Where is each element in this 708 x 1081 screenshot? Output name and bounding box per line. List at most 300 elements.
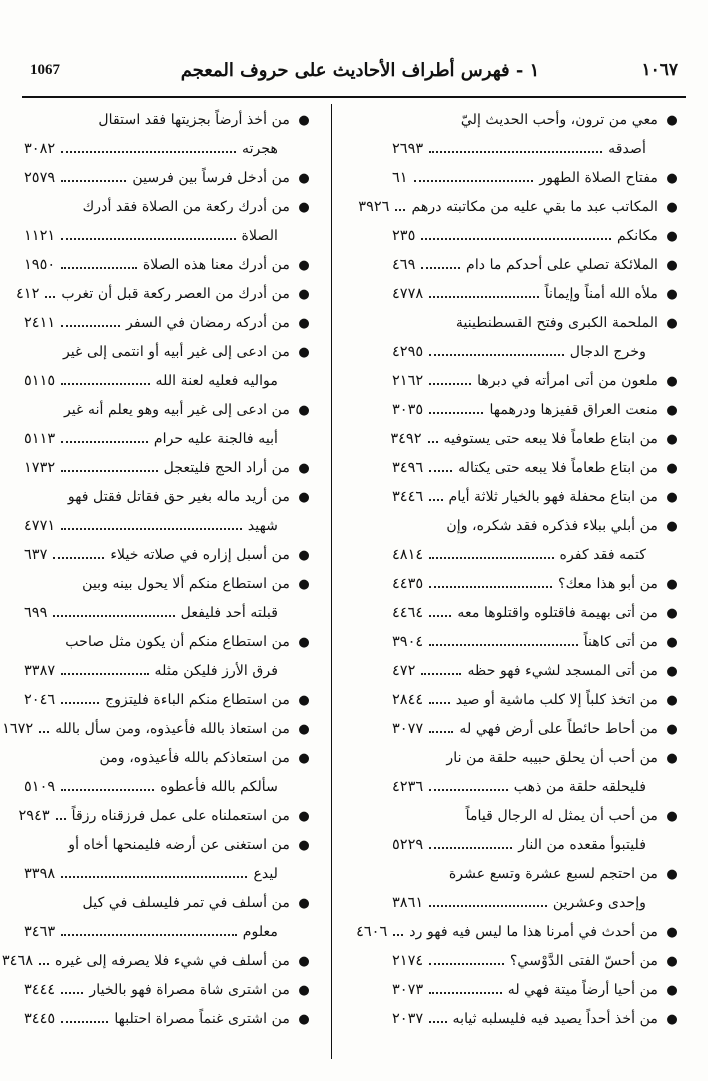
bullet-icon: ● bbox=[666, 229, 678, 244]
entry-line bbox=[386, 889, 686, 918]
entry-line bbox=[18, 599, 318, 628]
index-entry bbox=[18, 744, 318, 802]
index-entry bbox=[386, 396, 686, 425]
bullet-icon: ● bbox=[298, 287, 310, 302]
hadith-number: ٣٨٦١ bbox=[392, 895, 424, 911]
index-entry bbox=[386, 106, 686, 164]
bullet-icon: ● bbox=[666, 432, 678, 447]
entry-line bbox=[18, 570, 318, 599]
index-entry bbox=[386, 657, 686, 686]
hadith-number: ٤٧٧١ bbox=[24, 518, 56, 534]
hadith-text: وخرج الدجال bbox=[569, 344, 646, 360]
hadith-number: ٤٤٦٤ bbox=[392, 605, 424, 621]
entry-line bbox=[18, 396, 318, 425]
hadith-text: أبيه فالجنة عليه حرام bbox=[153, 431, 278, 447]
hadith-text: الصلاة bbox=[241, 228, 278, 244]
hadith-text: من احتجم لسبع عشرة وتسع عشرة bbox=[448, 866, 658, 882]
index-entry bbox=[386, 425, 686, 454]
bullet-icon: ● bbox=[298, 461, 310, 476]
entry-line bbox=[386, 599, 686, 628]
leader-dots bbox=[61, 151, 236, 153]
leader-dots bbox=[53, 557, 104, 559]
bullet-icon: ● bbox=[666, 606, 678, 621]
hadith-number: ٣٤٩٢ bbox=[390, 431, 422, 447]
hadith-text: من أحدث في أمرنا هذا ما ليس فيه فهو رد bbox=[409, 924, 658, 940]
bullet-icon: ● bbox=[666, 403, 678, 418]
bullet-icon: ● bbox=[666, 954, 678, 969]
hadith-number: ٥١١٥ bbox=[24, 373, 56, 389]
hadith-text: من أخذ أحداً يصيد فيه فليسلبه ثيابه bbox=[452, 1011, 658, 1027]
hadith-text: من أدرك ركعة من الصلاة فقد أدرك bbox=[82, 199, 290, 215]
hadith-text: من أريد ماله بغير حق فقاتل فقتل فهو bbox=[67, 489, 290, 505]
entry-line bbox=[18, 106, 318, 135]
hadith-number: ٣٤٤٤ bbox=[24, 982, 56, 998]
hadith-text: من أتى كاهناً bbox=[583, 634, 658, 650]
index-entry bbox=[356, 918, 686, 947]
index-entry bbox=[1, 947, 318, 976]
entry-line bbox=[18, 744, 318, 773]
index-entry bbox=[386, 715, 686, 744]
hadith-text: من استعاذ بالله فأعيذوه، ومن سأل بالله bbox=[55, 721, 290, 737]
hadith-number: ٤٨١٤ bbox=[392, 547, 424, 563]
bullet-icon: ● bbox=[298, 809, 310, 824]
entry-line bbox=[386, 483, 686, 512]
hadith-number: ٣٣٨٧ bbox=[24, 663, 56, 679]
hadith-text: من ادعى إلى غير أبيه وهو يعلم أنه غير bbox=[63, 402, 290, 418]
bullet-icon: ● bbox=[298, 635, 310, 650]
leader-dots bbox=[429, 557, 553, 559]
hadith-number: ٢٠٤٦ bbox=[24, 692, 56, 708]
bullet-icon: ● bbox=[298, 548, 310, 563]
hadith-text: من أراد الحج فليتعجل bbox=[163, 460, 290, 476]
index-entry bbox=[18, 570, 318, 628]
hadith-text: من أسلف في تمر فليسلف في كيل bbox=[82, 895, 290, 911]
index-entry bbox=[386, 309, 686, 367]
leader-dots bbox=[428, 441, 438, 443]
index-entry bbox=[386, 686, 686, 715]
hadith-text: من أدركه رمضان في السفر bbox=[126, 315, 290, 331]
bullet-icon: ● bbox=[666, 693, 678, 708]
entry-line bbox=[18, 628, 318, 657]
leader-dots bbox=[53, 615, 174, 617]
index-entry bbox=[386, 1005, 686, 1034]
hadith-number: ٦١ bbox=[392, 170, 408, 186]
entry-line bbox=[386, 454, 686, 483]
leader-dots bbox=[61, 528, 242, 530]
hadith-text: من استطاع منكم أن يكون مثل صاحب bbox=[65, 634, 290, 650]
hadith-text: من استطاع منكم ألا يحول بينه وبين bbox=[82, 576, 290, 592]
hadith-number: ٣٩٠٤ bbox=[392, 634, 424, 650]
bullet-icon: ● bbox=[666, 490, 678, 505]
index-entry bbox=[386, 367, 686, 396]
hadith-text: من استغنى عن أرضه فليمنحها أخاه أو bbox=[68, 837, 290, 853]
entry-line bbox=[18, 222, 318, 251]
hadith-text: سألكم بالله فأعطوه bbox=[160, 779, 278, 795]
entry-line bbox=[18, 773, 318, 802]
index-entry bbox=[18, 454, 318, 483]
entry-line bbox=[386, 1005, 686, 1034]
hadith-number: ١١٢١ bbox=[24, 228, 56, 244]
bullet-icon: ● bbox=[666, 925, 678, 940]
entry-line bbox=[386, 106, 686, 135]
entry-line bbox=[386, 802, 686, 831]
hadith-number: ٥١٠٩ bbox=[24, 779, 56, 795]
leader-dots bbox=[61, 238, 235, 240]
leader-dots bbox=[429, 644, 578, 646]
index-entry bbox=[18, 251, 318, 280]
index-entry bbox=[18, 106, 318, 164]
index-entry bbox=[386, 947, 686, 976]
bullet-icon: ● bbox=[298, 1012, 310, 1027]
hadith-number: ٣٤٦٣ bbox=[24, 924, 56, 940]
leader-dots bbox=[429, 731, 453, 733]
index-entry bbox=[386, 802, 686, 860]
hadith-number: ٢٦٩٣ bbox=[392, 141, 424, 157]
leader-dots bbox=[429, 992, 502, 994]
leader-dots bbox=[421, 673, 461, 675]
hadith-text: كتمه فقد كفره bbox=[559, 547, 646, 563]
hadith-number: ٣٤٤٦ bbox=[392, 489, 424, 505]
leader-dots bbox=[395, 209, 405, 211]
hadith-number: ٤٧٧٨ bbox=[392, 286, 424, 302]
entry-line bbox=[386, 135, 686, 164]
hadith-text: فليتبوأ مقعده من النار bbox=[518, 837, 646, 853]
bullet-icon: ● bbox=[666, 374, 678, 389]
bullet-icon: ● bbox=[298, 316, 310, 331]
leader-dots bbox=[393, 934, 403, 936]
page-number-arabic: ١٠٦٧ bbox=[641, 60, 678, 80]
entry-line bbox=[386, 425, 686, 454]
index-entry bbox=[386, 251, 686, 280]
hadith-number: ٢٩٤٣ bbox=[18, 808, 50, 824]
entry-line bbox=[386, 280, 686, 309]
entry-line bbox=[386, 831, 686, 860]
hadith-text: من أتى المسجد لشيء فهو حظه bbox=[467, 663, 658, 679]
hadith-text: قبلته أحد فليفعل bbox=[180, 605, 278, 621]
hadith-text: الملائكة تصلي على أحدكم ما دام bbox=[466, 257, 658, 273]
hadith-number: ٣٠٧٧ bbox=[392, 721, 424, 737]
hadith-text: من أحب أن يحلق حبيبه حلقة من نار bbox=[446, 750, 658, 766]
hadith-text: من ابتاع طعاماً فلا يبعه حتى يستوفيه bbox=[443, 431, 658, 447]
leader-dots bbox=[429, 499, 442, 501]
leader-dots bbox=[429, 151, 602, 153]
hadith-number: ٢١٦٢ bbox=[392, 373, 424, 389]
hadith-number: ٦٩٩ bbox=[24, 605, 48, 621]
index-entry bbox=[386, 744, 686, 802]
bullet-icon: ● bbox=[666, 171, 678, 186]
hadith-text: هجرته bbox=[241, 141, 278, 157]
hadith-text: أصدقه bbox=[608, 141, 646, 157]
leader-dots bbox=[61, 673, 148, 675]
hadith-number: ٣٠٧٣ bbox=[392, 982, 424, 998]
index-entry bbox=[386, 280, 686, 309]
index-entry bbox=[18, 396, 318, 454]
bullet-icon: ● bbox=[298, 258, 310, 273]
hadith-number: ٣٠٣٥ bbox=[392, 402, 424, 418]
hadith-number: ٢٠٣٧ bbox=[392, 1011, 424, 1027]
entry-line bbox=[386, 338, 686, 367]
hadith-number: ١٧٣٢ bbox=[24, 460, 56, 476]
index-entry bbox=[18, 889, 318, 947]
bullet-icon: ● bbox=[666, 635, 678, 650]
index-entry bbox=[18, 338, 318, 396]
hadith-text: معلوم bbox=[242, 924, 278, 940]
bullet-icon: ● bbox=[298, 838, 310, 853]
bullet-icon: ● bbox=[298, 896, 310, 911]
leader-dots bbox=[61, 325, 120, 327]
leader-dots bbox=[429, 383, 471, 385]
entry-line bbox=[386, 715, 686, 744]
index-entry bbox=[386, 570, 686, 599]
hadith-text: من اتخذ كلباً إلا كلب ماشية أو صيد bbox=[455, 692, 658, 708]
hadith-number: ٢١٧٤ bbox=[392, 953, 424, 969]
hadith-text: من أخذ أرضاً بجزيتها فقد استقال bbox=[98, 112, 290, 128]
hadith-number: ٢٤١١ bbox=[24, 315, 56, 331]
bullet-icon: ● bbox=[666, 867, 678, 882]
entry-line bbox=[18, 918, 318, 947]
index-entry bbox=[386, 454, 686, 483]
leader-dots bbox=[429, 586, 552, 588]
hadith-text: وإحدى وعشرين bbox=[552, 895, 646, 911]
bullet-icon: ● bbox=[666, 983, 678, 998]
hadith-text: فرق الأرز فليكن مثله bbox=[154, 663, 278, 679]
index-entry bbox=[386, 860, 686, 918]
entry-line bbox=[356, 918, 686, 947]
hadith-text: من أدرك من العصر ركعة قبل أن تغرب bbox=[61, 286, 290, 302]
running-title: ١ - فهرس أطراف الأحاديث على حروف المعجم bbox=[180, 60, 540, 81]
hadith-text: من أدرك معنا هذه الصلاة bbox=[142, 257, 290, 273]
hadith-text: من أحب أن يمثل له الرجال قياماً bbox=[465, 808, 658, 824]
bullet-icon: ● bbox=[298, 200, 310, 215]
hadith-number: ٤٢٣٦ bbox=[392, 779, 424, 795]
hadith-number: ٣٤٤٥ bbox=[24, 1011, 56, 1027]
leader-dots bbox=[429, 470, 452, 472]
bullet-icon: ● bbox=[298, 693, 310, 708]
leader-dots bbox=[421, 238, 611, 240]
index-entry bbox=[386, 976, 686, 1005]
entry-line bbox=[18, 1005, 318, 1034]
leader-dots bbox=[429, 615, 451, 617]
entry-line bbox=[18, 193, 318, 222]
leader-dots bbox=[429, 702, 450, 704]
entry-line bbox=[386, 222, 686, 251]
hadith-text: ملعون من أتى امرأته في دبرها bbox=[477, 373, 658, 389]
bullet-icon: ● bbox=[298, 345, 310, 360]
leader-dots bbox=[61, 383, 149, 385]
hadith-text: من أحاط حائطاً على أرض فهي له bbox=[459, 721, 658, 737]
hadith-text: من ابتاع طعاماً فلا يبعه حتى يكتاله bbox=[458, 460, 658, 476]
entry-line bbox=[386, 570, 686, 599]
bullet-icon: ● bbox=[666, 113, 678, 128]
hadith-number: ٤٦٠٦ bbox=[356, 924, 388, 940]
entry-line bbox=[18, 280, 318, 309]
entry-line bbox=[386, 309, 686, 338]
hadith-text: ليدع bbox=[253, 866, 278, 882]
hadith-number: ٤٧٢ bbox=[392, 663, 416, 679]
entry-line bbox=[18, 483, 318, 512]
entry-line bbox=[18, 367, 318, 396]
hadith-number: ٣٠٨٢ bbox=[24, 141, 56, 157]
entry-line bbox=[18, 425, 318, 454]
entry-line bbox=[18, 512, 318, 541]
index-entry bbox=[18, 628, 318, 686]
bullet-icon: ● bbox=[298, 983, 310, 998]
index-entry bbox=[386, 512, 686, 570]
index-entry bbox=[18, 280, 318, 309]
right-column bbox=[356, 106, 686, 1034]
hadith-text: من ادعى إلى غير أبيه أو انتمى إلى غير bbox=[62, 344, 290, 360]
leader-dots bbox=[61, 934, 237, 936]
leader-dots bbox=[61, 702, 99, 704]
entry-line bbox=[18, 976, 318, 1005]
entry-line bbox=[18, 657, 318, 686]
entry-line bbox=[18, 541, 318, 570]
bullet-icon: ● bbox=[298, 751, 310, 766]
column-divider bbox=[331, 104, 332, 1059]
entry-line bbox=[386, 251, 686, 280]
leader-dots bbox=[61, 470, 157, 472]
hadith-text: من أحسّ الفتى الدَّوْسي؟ bbox=[509, 953, 658, 969]
hadith-text: من استطاع منكم الباءة فليتزوج bbox=[105, 692, 290, 708]
leader-dots bbox=[61, 267, 137, 269]
hadith-text: من أسبل إزاره في صلاته خيلاء bbox=[110, 547, 290, 563]
hadith-number: ٦٣٧ bbox=[24, 547, 48, 563]
entry-line bbox=[386, 860, 686, 889]
bullet-icon: ● bbox=[298, 954, 310, 969]
entry-line bbox=[386, 686, 686, 715]
hadith-number: ٢٣٥ bbox=[392, 228, 416, 244]
index-entry bbox=[386, 599, 686, 628]
index-entry bbox=[18, 976, 318, 1005]
hadith-number: ٣٣٩٨ bbox=[24, 866, 56, 882]
hadith-text: مفتاح الصلاة الطهور bbox=[539, 170, 658, 186]
entry-line bbox=[2, 715, 318, 744]
entry-line bbox=[386, 773, 686, 802]
leader-dots bbox=[45, 296, 55, 298]
bullet-icon: ● bbox=[298, 171, 310, 186]
hadith-number: ٥١١٣ bbox=[24, 431, 56, 447]
leader-dots bbox=[61, 876, 247, 878]
entry-line bbox=[386, 164, 686, 193]
leader-dots bbox=[39, 731, 49, 733]
bullet-icon: ● bbox=[298, 490, 310, 505]
leader-dots bbox=[56, 818, 66, 820]
hadith-text: مكانكم bbox=[617, 228, 658, 244]
entry-line bbox=[358, 193, 686, 222]
leader-dots bbox=[429, 789, 508, 791]
bullet-icon: ● bbox=[666, 664, 678, 679]
bullet-icon: ● bbox=[298, 113, 310, 128]
hadith-text: من اشترى غنماً مصراة احتلبها bbox=[114, 1011, 290, 1027]
index-entry bbox=[18, 686, 318, 715]
leader-dots bbox=[61, 441, 148, 443]
hadith-number: ٤٦٩ bbox=[392, 257, 416, 273]
index-entry bbox=[2, 715, 318, 744]
hadith-number: ٥٢٢٩ bbox=[392, 837, 424, 853]
leader-dots bbox=[429, 847, 512, 849]
leader-dots bbox=[429, 1021, 446, 1023]
hadith-text: الملحمة الكبرى وفتح القسطنطينية bbox=[455, 315, 658, 331]
hadith-text: من استعاذكم بالله فأعيذوه، ومن bbox=[99, 750, 290, 766]
bullet-icon: ● bbox=[666, 1012, 678, 1027]
bullet-icon: ● bbox=[666, 519, 678, 534]
hadith-text: من استعملناه على عمل فرزقناه رزقاً bbox=[71, 808, 290, 824]
entry-line bbox=[18, 802, 318, 831]
entry-line bbox=[18, 338, 318, 367]
leader-dots bbox=[429, 354, 564, 356]
leader-dots bbox=[61, 789, 154, 791]
index-entry bbox=[18, 309, 318, 338]
index-entry bbox=[18, 1005, 318, 1034]
entry-line bbox=[386, 367, 686, 396]
bullet-icon: ● bbox=[666, 200, 678, 215]
bullet-icon: ● bbox=[298, 403, 310, 418]
hadith-text: من أسلف في شيء فلا يصرفه إلى غيره bbox=[55, 953, 290, 969]
hadith-text: من أحيا أرضاً ميتة فهي له bbox=[507, 982, 658, 998]
bullet-icon: ● bbox=[666, 461, 678, 476]
entry-line bbox=[18, 686, 318, 715]
hadith-text: منعت العراق قفيزها ودرهمها bbox=[489, 402, 658, 418]
leader-dots bbox=[61, 1021, 108, 1023]
bullet-icon: ● bbox=[298, 577, 310, 592]
bullet-icon: ● bbox=[666, 809, 678, 824]
hadith-number: ٣٩٢٦ bbox=[358, 199, 390, 215]
entry-line bbox=[386, 744, 686, 773]
leader-dots bbox=[39, 963, 49, 965]
entry-line bbox=[18, 860, 318, 889]
hadith-number: ٤١٢ bbox=[16, 286, 40, 302]
index-entry bbox=[18, 483, 318, 541]
index-entry bbox=[358, 193, 686, 222]
leader-dots bbox=[61, 992, 83, 994]
index-entry bbox=[18, 193, 318, 251]
page-number-latin: 1067 bbox=[30, 62, 60, 78]
hadith-number: ١٩٥٠ bbox=[24, 257, 56, 273]
entry-line bbox=[386, 657, 686, 686]
hadith-text: من أتى بهيمة فاقتلوه واقتلوها معه bbox=[457, 605, 658, 621]
entry-line bbox=[18, 251, 318, 280]
hadith-text: من اشترى شاة مصراة فهو بالخيار bbox=[89, 982, 290, 998]
index-entry bbox=[18, 541, 318, 570]
bullet-icon: ● bbox=[298, 722, 310, 737]
leader-dots bbox=[421, 267, 460, 269]
entry-line bbox=[386, 976, 686, 1005]
entry-line bbox=[18, 889, 318, 918]
entry-line bbox=[18, 831, 318, 860]
hadith-text: مواليه فعليه لعنة الله bbox=[155, 373, 278, 389]
hadith-text: ملأه الله أمناً وإيماناً bbox=[544, 286, 658, 302]
header-rule bbox=[22, 96, 686, 98]
entry-line bbox=[386, 512, 686, 541]
left-column bbox=[1, 106, 318, 1034]
leader-dots bbox=[429, 412, 483, 414]
index-entry bbox=[386, 164, 686, 193]
hadith-text: من أدخل فرساً بين فرسين bbox=[132, 170, 290, 186]
index-entry bbox=[18, 802, 318, 831]
bullet-icon: ● bbox=[666, 577, 678, 592]
entry-line bbox=[386, 947, 686, 976]
hadith-number: ١٦٧٢ bbox=[2, 721, 34, 737]
hadith-number: ٤٤٣٥ bbox=[392, 576, 424, 592]
index-entry bbox=[386, 222, 686, 251]
hadith-text: من أبو هذا معك؟ bbox=[558, 576, 658, 592]
entry-line bbox=[18, 454, 318, 483]
hadith-text: شهيد bbox=[247, 518, 278, 534]
bullet-icon: ● bbox=[666, 258, 678, 273]
entry-line bbox=[18, 135, 318, 164]
bullet-icon: ● bbox=[666, 316, 678, 331]
hadith-number: ٢٨٤٤ bbox=[392, 692, 424, 708]
